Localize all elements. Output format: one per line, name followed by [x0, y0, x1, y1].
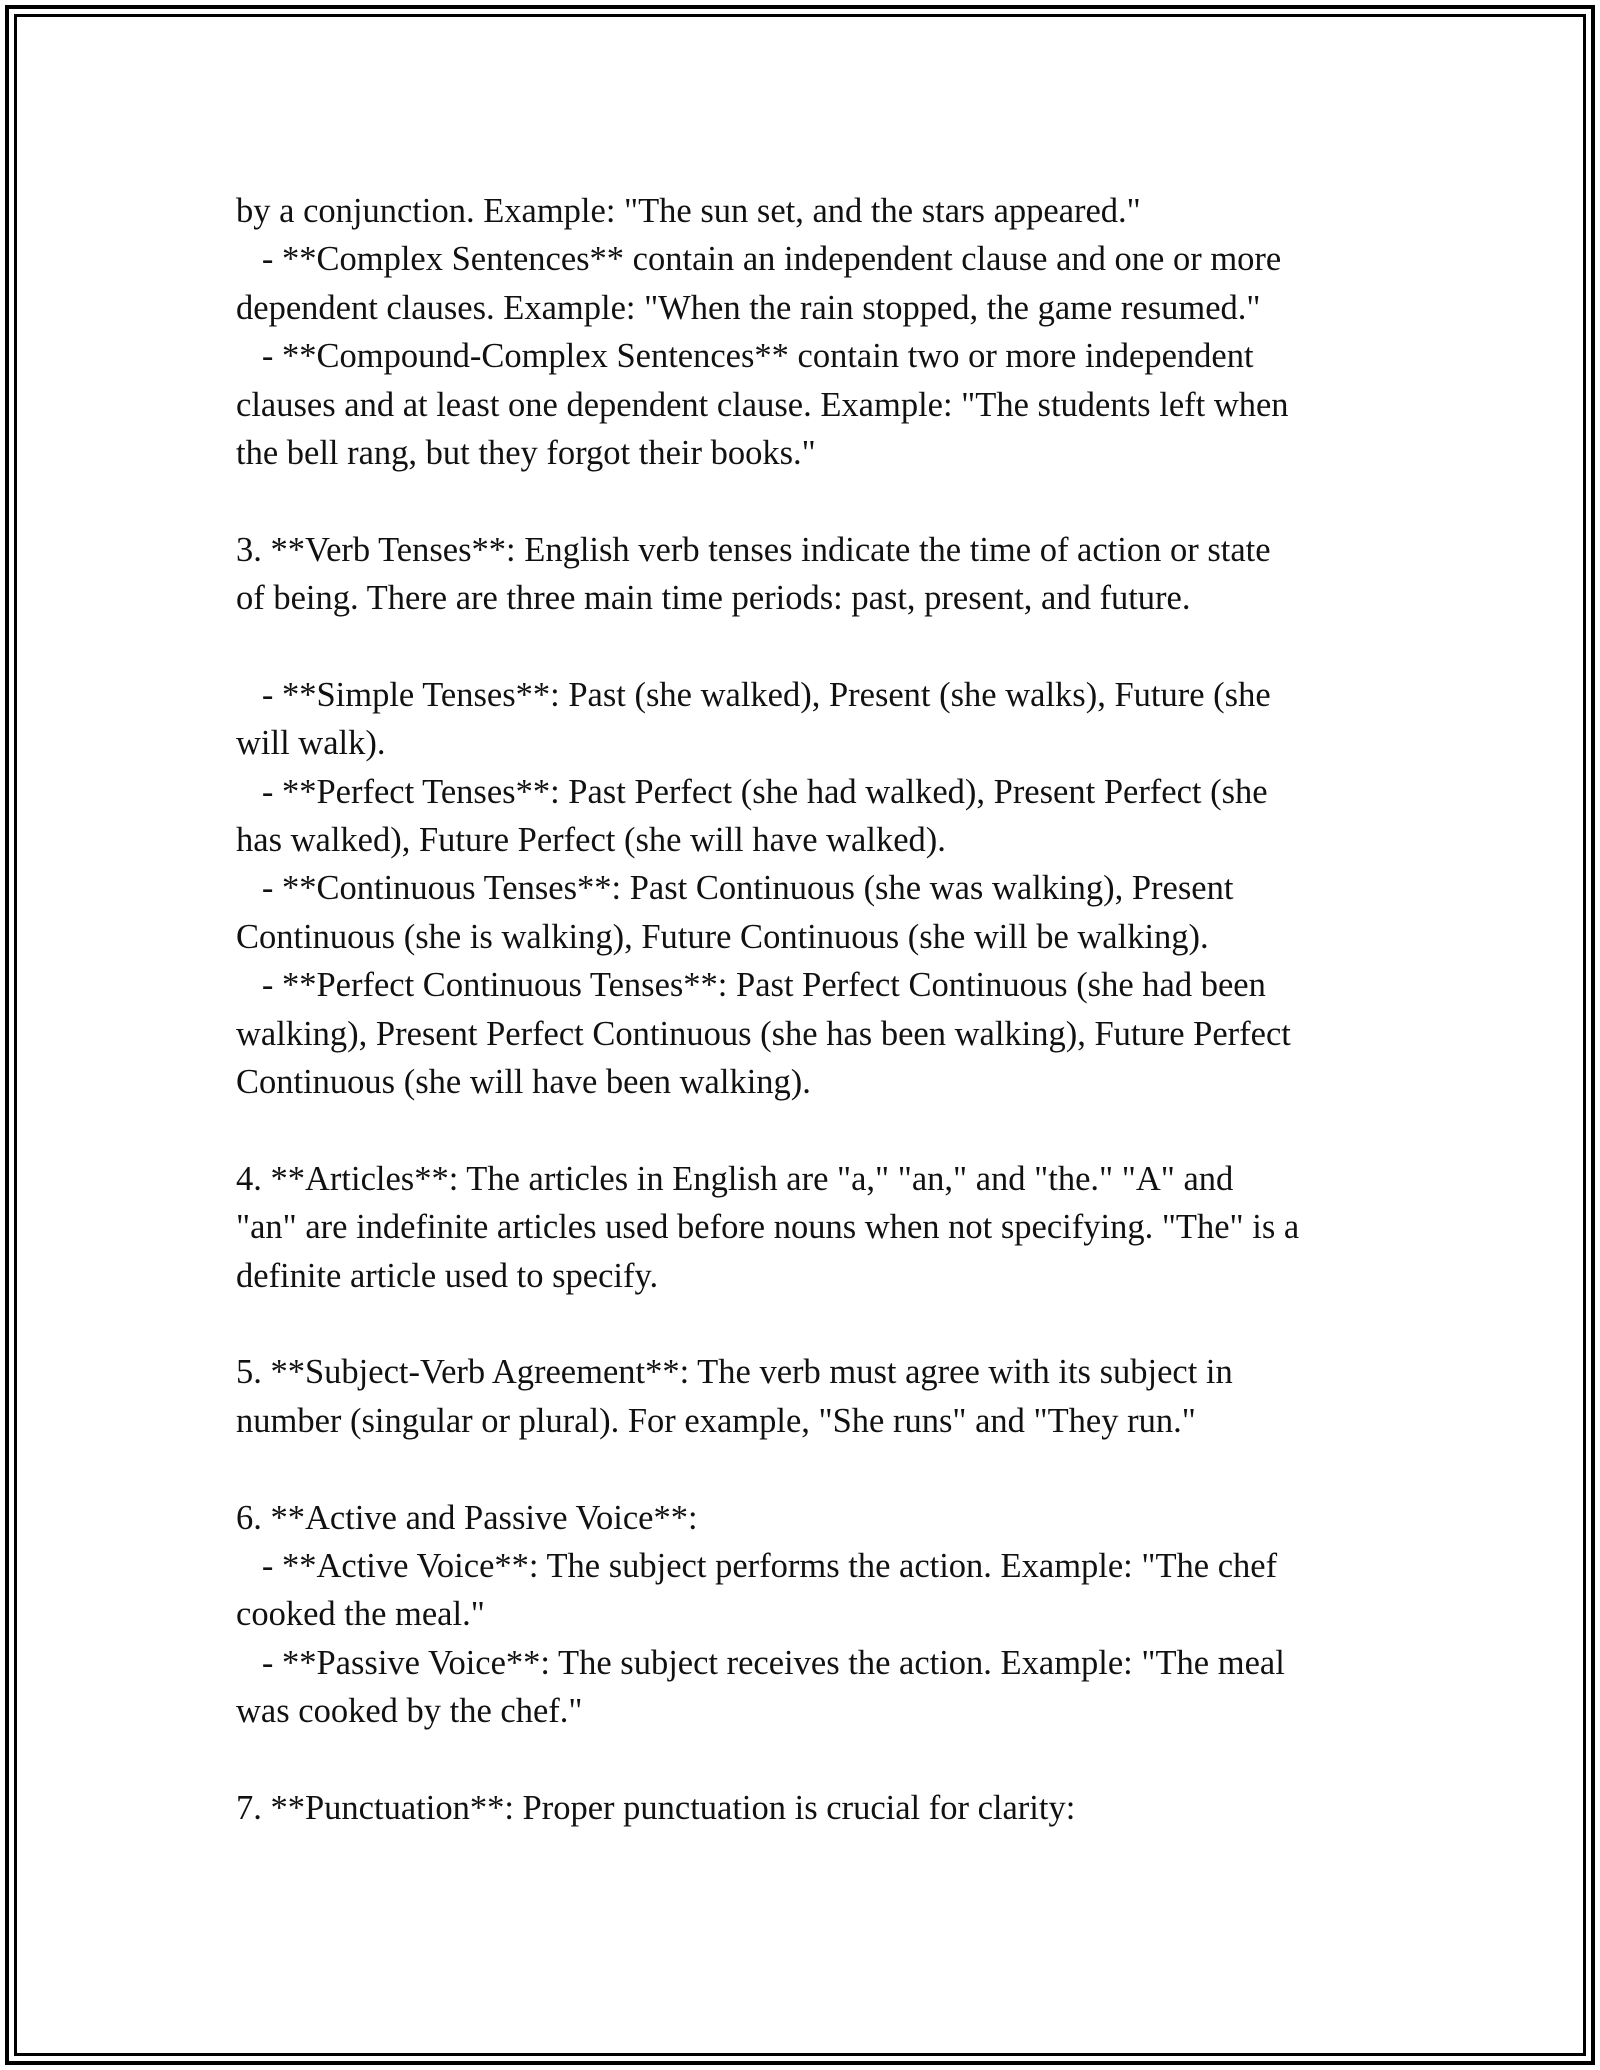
text-line: "an" are indefinite articles used before nouns when not specifying. "The" is a: [236, 1208, 1300, 1247]
text-line: cooked the meal.": [236, 1595, 485, 1634]
blank-line: [236, 1736, 1376, 1784]
text-line: - **Perfect Continuous Tenses**: Past Perfect Continuous (she had been: [236, 966, 1266, 1005]
text-line: walking), Present Perfect Continuous (she has been walking), Future Perfect: [236, 1014, 1291, 1053]
text-line: Continuous (she is walking), Future Continuous (she will be walking).: [236, 917, 1209, 956]
text-line: number (singular or plural). For example, "She runs" and "They run.": [236, 1401, 1196, 1440]
text-line: will walk).: [236, 724, 386, 763]
blank-line: [236, 1445, 1376, 1493]
text-line: of being. There are three main time periods: past, present, and future.: [236, 579, 1191, 618]
text-line: - **Active Voice**: The subject performs the action. Example: "The chef: [236, 1546, 1278, 1585]
text-line: by a conjunction. Example: "The sun set, and the stars appeared.": [236, 192, 1141, 230]
blank-line: [236, 623, 1376, 671]
text-line: - **Perfect Tenses**: Past Perfect (she had walked), Present Perfect (she: [236, 772, 1268, 811]
text-line: - **Passive Voice**: The subject receives the action. Example: "The meal: [236, 1643, 1285, 1682]
text-line: definite article used to specify.: [236, 1256, 659, 1295]
blank-line: [236, 477, 1376, 525]
text-line: 5. **Subject-Verb Agreement**: The verb must agree with its subject in: [236, 1353, 1233, 1392]
document-body: [236, 187, 1376, 1832]
text-line: 6. **Active and Passive Voice**:: [236, 1498, 698, 1537]
blank-line: [236, 1106, 1376, 1154]
text-line: dependent clauses. Example: "When the rain stopped, the game resumed.": [236, 288, 1261, 327]
text-line: - **Complex Sentences** contain an independent clause and one or more: [236, 240, 1282, 279]
blank-line: [236, 1300, 1376, 1348]
text-line: the bell rang, but they forgot their books.": [236, 433, 816, 472]
text-line: clauses and at least one dependent clause. Example: "The students left when: [236, 385, 1289, 424]
text-line: was cooked by the chef.": [236, 1692, 583, 1731]
text-line: Continuous (she will have been walking).: [236, 1063, 811, 1102]
text-line: - **Continuous Tenses**: Past Continuous (she was walking), Present: [236, 869, 1234, 908]
text-line: - **Simple Tenses**: Past (she walked), Present (she walks), Future (she: [236, 675, 1271, 714]
text-line: has walked), Future Perfect (she will have walked).: [236, 821, 946, 860]
text-line: 7. **Punctuation**: Proper punctuation is crucial for clarity:: [236, 1788, 1076, 1827]
text-line: 3. **Verb Tenses**: English verb tenses indicate the time of action or state: [236, 530, 1271, 569]
text-line: 4. **Articles**: The articles in English are "a," "an," and "the." "A" and: [236, 1159, 1234, 1198]
text-line: - **Compound-Complex Sentences** contain two or more independent: [236, 337, 1254, 376]
